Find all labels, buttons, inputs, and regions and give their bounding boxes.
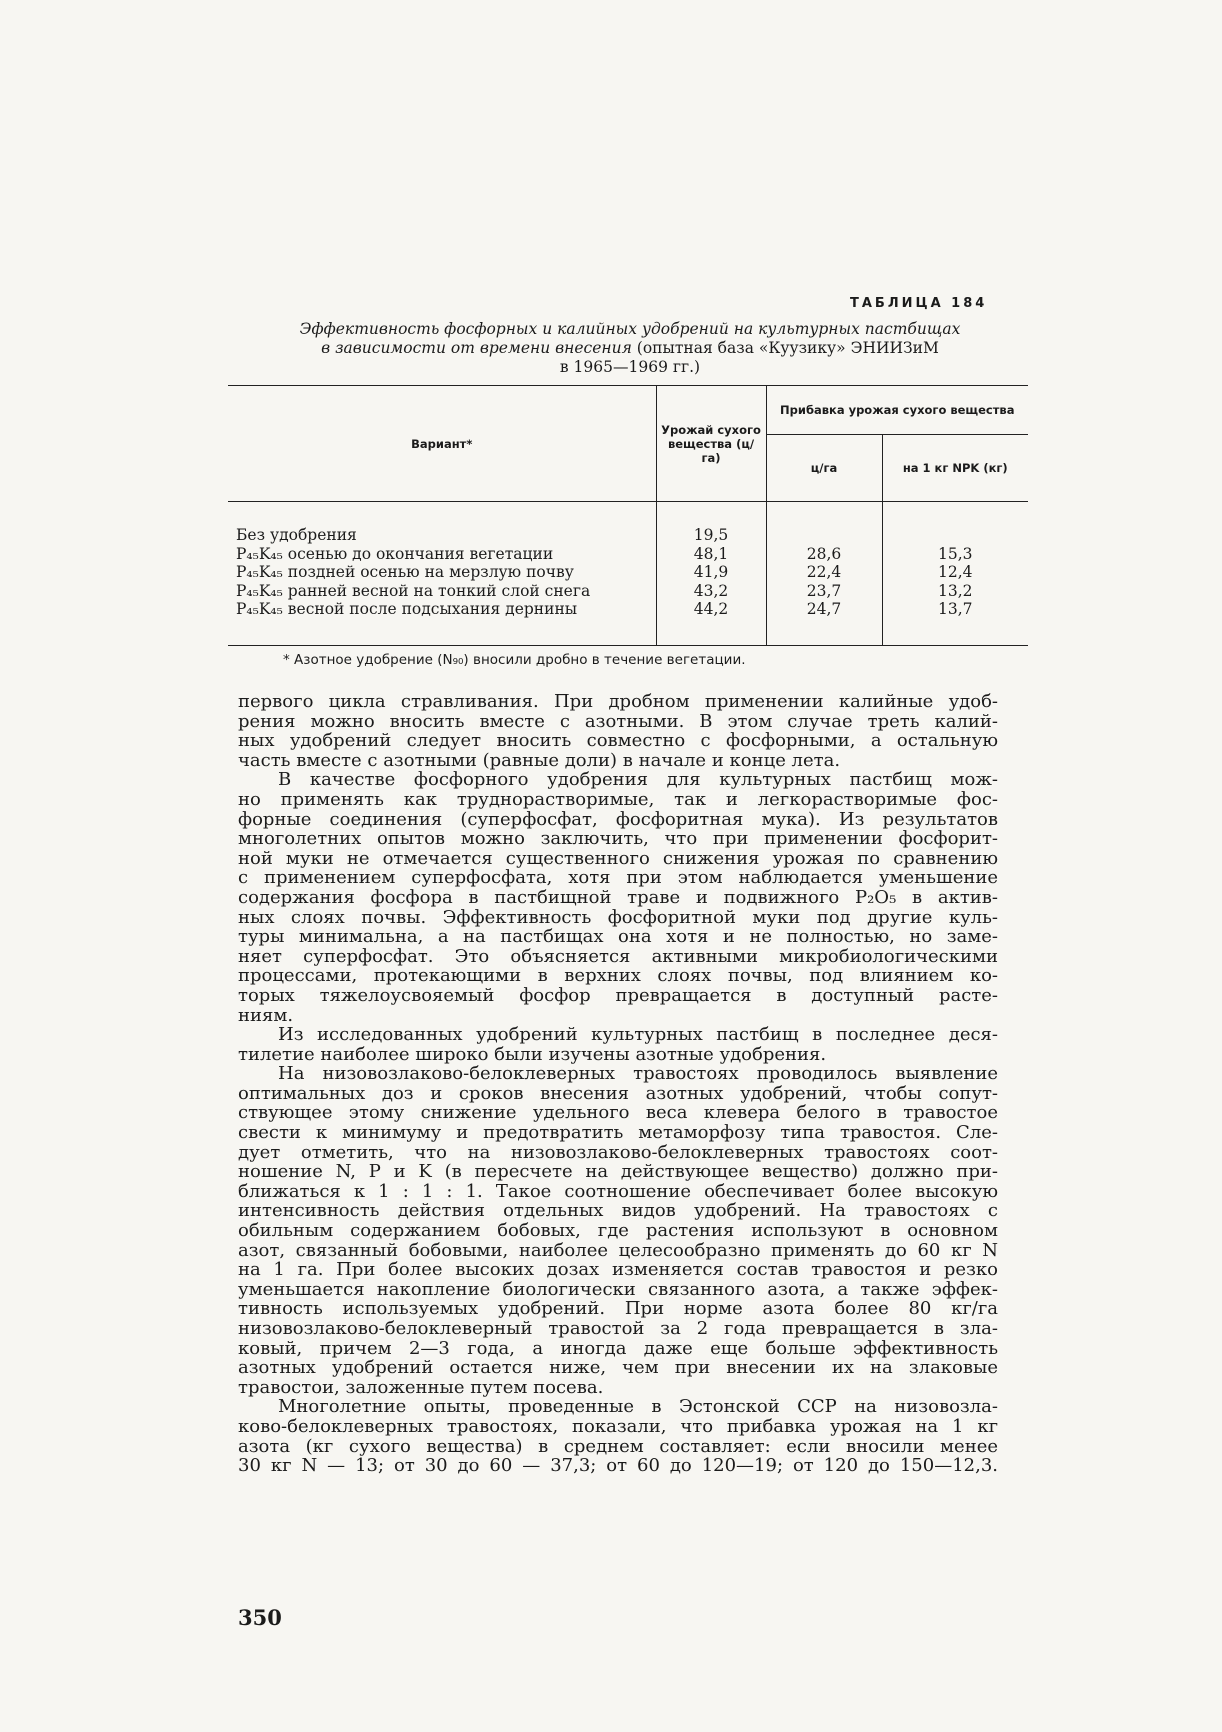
text-line: Многолетние опыты, проведенные в Эстонской ССР на низовозла- bbox=[278, 1396, 998, 1418]
text-line: ных слоях почвы. Эффективность фосфоритной муки под другие куль- bbox=[238, 906, 998, 928]
text-line: обильным содержанием бобовых, где растения используют в основном bbox=[238, 1220, 998, 1242]
text-line: оптимальных доз и сроков внесения азотных удобрений, чтобы сопут- bbox=[238, 1082, 998, 1104]
text-line: В качестве фосфорного удобрения для культурных пастбищ мож- bbox=[278, 769, 998, 791]
text-line: тилетие наиболее широко были изучены азотные удобрения. bbox=[238, 1043, 827, 1065]
text-line: на 1 га. При более высоких дозах изменяется состав травостоя и резко bbox=[238, 1259, 998, 1281]
cell-yield: 19,5 bbox=[656, 502, 766, 545]
text-line: травостои, заложенные путем посева. bbox=[238, 1376, 604, 1398]
text-line: часть вместе с азотными (равные доли) в начале и конце лета. bbox=[238, 749, 841, 771]
cell-yield: 41,9 bbox=[656, 563, 766, 582]
header-per-kg: на 1 кг NPK (кг) bbox=[882, 435, 1028, 502]
cell-variant: Без удобрения bbox=[236, 526, 357, 544]
text-line: азот, связанный бобовыми, наиболее целесообразно применять до 60 кг N bbox=[238, 1239, 998, 1261]
cell-variant: P₄₅K₄₅ поздней осенью на мерзлую почву bbox=[236, 563, 574, 581]
text-line: первого цикла стравливания. При дробном применении калийные удоб- bbox=[238, 691, 998, 712]
header-increase: Прибавка урожая сухого вещества bbox=[766, 386, 1028, 435]
cell-yield: 44,2 bbox=[656, 600, 766, 645]
text-line: с применением суперфосфата, хотя при этом наблюдается уменьшение bbox=[238, 867, 998, 889]
cell-per-ha bbox=[766, 502, 882, 545]
header-yield: Урожай сухого вещества (ц/га) bbox=[656, 386, 766, 502]
cell-per-ha: 24,7 bbox=[766, 600, 882, 645]
cell-per-ha: 23,7 bbox=[766, 582, 882, 601]
text-line: дует отметить, что на низовозлаково-белоклеверных травостоях соот- bbox=[238, 1141, 998, 1163]
cell-yield: 43,2 bbox=[656, 582, 766, 601]
text-line: азотных удобрений остается ниже, чем при внесении их на злаковые bbox=[238, 1357, 998, 1379]
cell-per-kg: 12,4 bbox=[882, 563, 1028, 582]
cell-per-kg bbox=[882, 502, 1028, 545]
cell-variant: P₄₅K₄₅ осенью до окончания вегетации bbox=[236, 544, 554, 563]
cell-yield: 48,1 bbox=[656, 545, 766, 564]
paragraph bbox=[238, 692, 998, 770]
text-line: 30 кг N — 13; от 30 до 60 — 37,3; от 60 до 120—19; от 120 до 150—12,3. bbox=[238, 1455, 998, 1477]
text-line: содержания фосфора в пастбищной траве и подвижного P₂O₅ в актив- bbox=[238, 886, 998, 908]
body-text bbox=[238, 692, 998, 1476]
text-line: ной муки не отмечается существенного снижения урожая по сравнению bbox=[238, 847, 998, 869]
text-line: ковый, причем 2—3 года, а иногда даже еще больше эффективность bbox=[238, 1337, 998, 1359]
text-line: Из исследованных удобрений культурных пастбищ в последнее деся- bbox=[278, 1024, 998, 1046]
table-row bbox=[228, 563, 1028, 582]
caption-line-1: Эффективность фосфорных и калийных удобрений на культурных пастбищах bbox=[299, 320, 961, 338]
caption-line-2 bbox=[260, 339, 1000, 358]
table-row bbox=[228, 600, 1028, 645]
text-line: ближаться к 1 : 1 : 1. Такое соотношение обеспечивает более высокую bbox=[238, 1180, 998, 1202]
text-line: туры минимальна, а на пастбищах она хотя и не полностью, но заме- bbox=[238, 926, 998, 948]
text-line: тивность используемых удобрений. При норме азота более 80 кг/га bbox=[238, 1298, 998, 1320]
cell-per-ha: 22,4 bbox=[766, 563, 882, 582]
cell-per-kg: 15,3 bbox=[882, 545, 1028, 564]
caption-line-3: в 1965—1969 гг.) bbox=[559, 358, 701, 376]
text-line: На низовозлаково-белоклеверных травостоях проводилось выявление bbox=[278, 1063, 998, 1085]
text-line: ково-белоклеверных травостоях, показали, что прибавка урожая на 1 кг bbox=[238, 1415, 998, 1437]
text-line: низовозлаково-белоклеверный травостой за 2 года превращается в зла- bbox=[238, 1318, 998, 1339]
text-line: ных удобрений следует вносить совместно с фосфорными, а остальную bbox=[238, 730, 998, 752]
text-line: ствующее этому снижение удельного веса клевера белого в травостое bbox=[238, 1102, 998, 1124]
table-caption bbox=[260, 320, 1000, 377]
data-table bbox=[228, 385, 1028, 646]
text-line: торых тяжелоусвояемый фосфор превращается в доступный расте- bbox=[238, 984, 998, 1006]
caption-line-2-rest: (опытная база «Куузику» ЭНИИЗиМ bbox=[631, 339, 939, 357]
text-line: но применять как труднорастворимые, так и легкорастворимые фос- bbox=[238, 788, 998, 810]
table-label: ТАБЛИЦА 184 bbox=[850, 296, 988, 311]
header-per-ha: ц/га bbox=[766, 435, 882, 502]
text-line: уменьшается накопление биологически связанного азота, а также эффек- bbox=[238, 1278, 998, 1300]
table-row bbox=[228, 502, 1028, 545]
header-variant: Вариант* bbox=[228, 386, 656, 502]
paragraph bbox=[238, 770, 998, 1025]
table-row bbox=[228, 582, 1028, 601]
cell-variant: P₄₅K₄₅ весной после подсыхания дернины bbox=[236, 600, 578, 618]
page-number: 350 bbox=[238, 1605, 282, 1630]
table-row bbox=[228, 545, 1028, 564]
text-line: ниям. bbox=[238, 1004, 294, 1026]
text-line: няет суперфосфат. Это объясняется активными микробиологическими bbox=[238, 945, 998, 967]
text-line: азота (кг сухого вещества) в среднем составляет: если вносили менее bbox=[238, 1435, 998, 1457]
text-line: рения можно вносить вместе с азотными. В этом случае треть калий- bbox=[238, 710, 998, 732]
paragraph bbox=[238, 1397, 998, 1475]
table-footnote: * Азотное удобрение (N₉₀) вносили дробно в течение вегетации. bbox=[283, 652, 746, 668]
cell-per-ha: 28,6 bbox=[766, 545, 882, 564]
text-line: многолетних опытов можно заключить, что при применении фосфорит- bbox=[238, 828, 998, 850]
cell-per-kg: 13,2 bbox=[882, 582, 1028, 601]
text-line: ношение N, P и K (в пересчете на действующее вещество) должно при- bbox=[238, 1161, 998, 1183]
paragraph bbox=[238, 1025, 998, 1064]
cell-variant: P₄₅K₄₅ ранней весной на тонкий слой снега bbox=[236, 581, 591, 600]
cell-per-kg: 13,7 bbox=[882, 600, 1028, 645]
text-line: интенсивность действия отдельных видов удобрений. На травостоях с bbox=[238, 1200, 998, 1222]
text-line: свести к минимуму и предотвратить метаморфозу типа травостоя. Сле- bbox=[238, 1122, 998, 1144]
text-line: форные соединения (суперфосфат, фосфоритная мука). Из результатов bbox=[238, 808, 998, 830]
paragraph bbox=[238, 1064, 998, 1397]
caption-line-2-italic: в зависимости от времени внесения bbox=[321, 339, 632, 357]
text-line: процессами, протекающими в верхних слоях почвы, под влиянием ко- bbox=[238, 965, 998, 987]
